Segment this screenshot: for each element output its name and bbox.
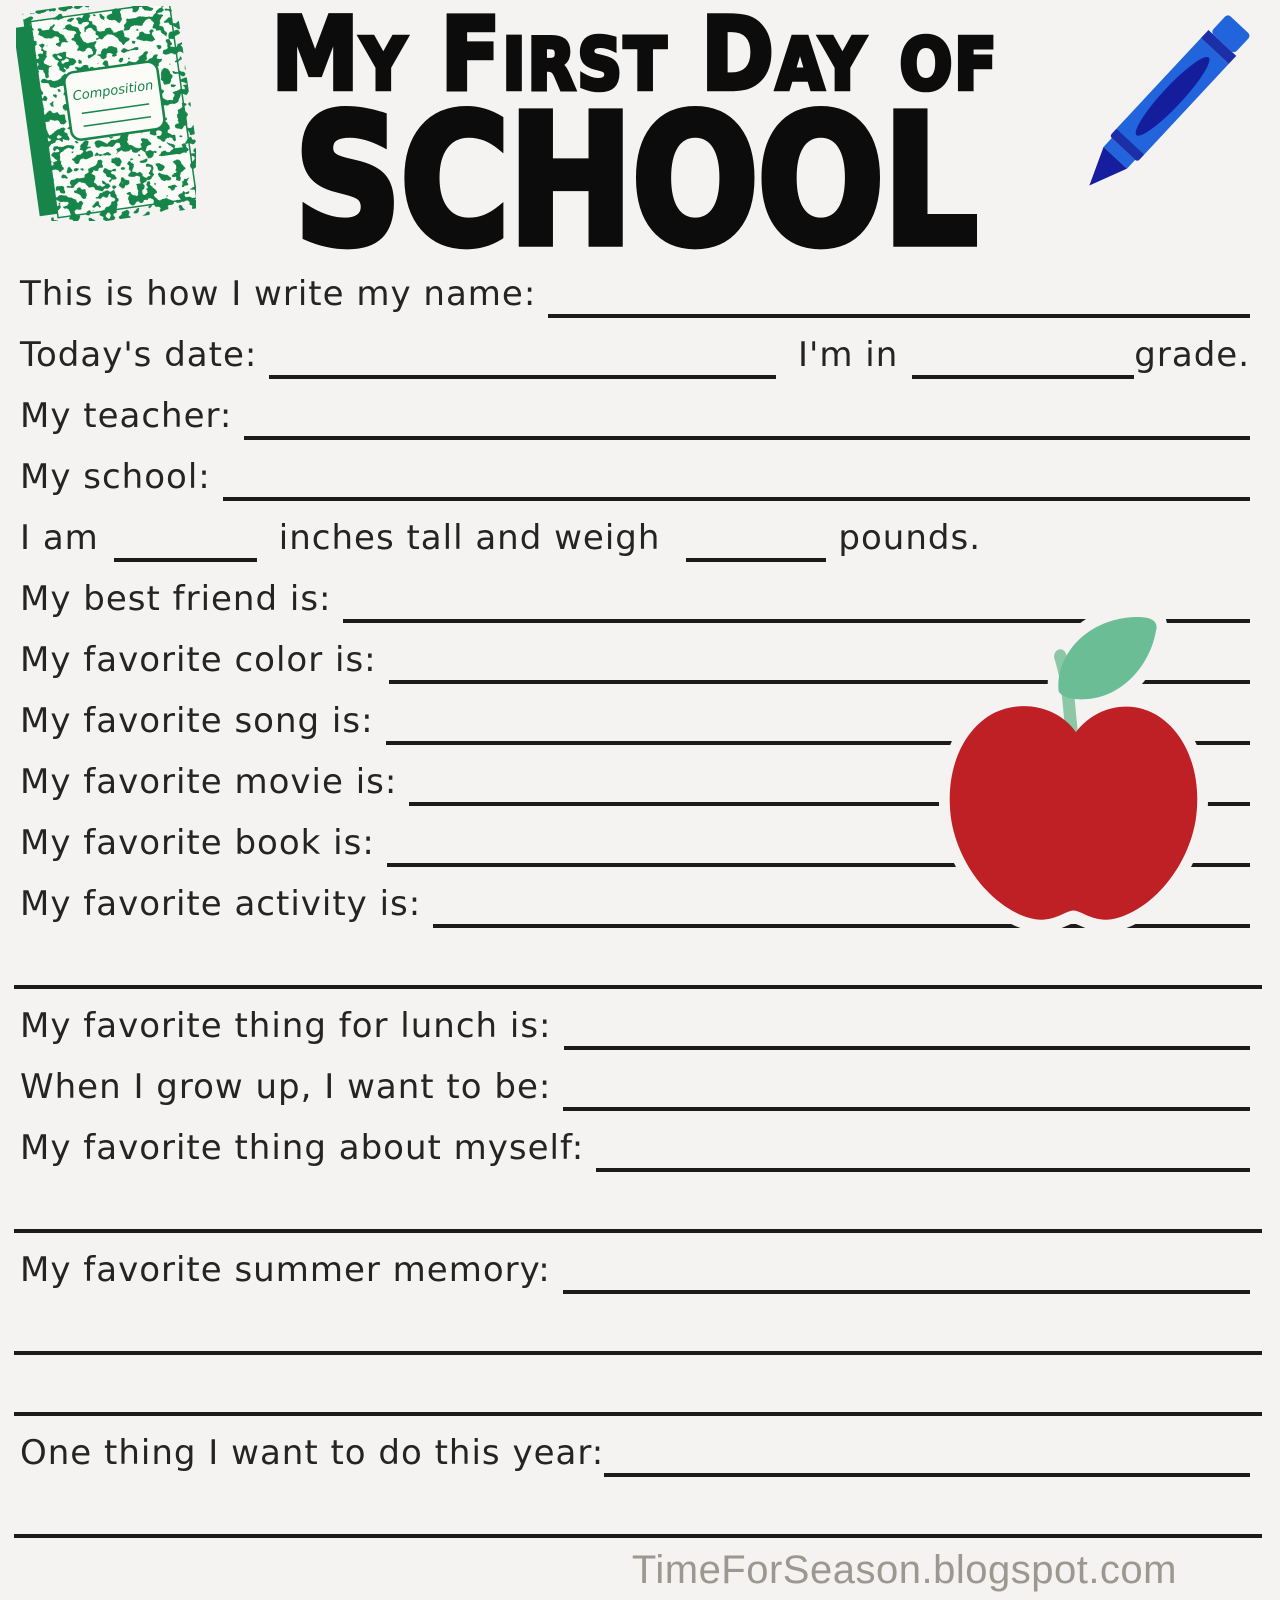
writing-line bbox=[14, 1477, 1262, 1538]
grade-suffix-text: grade. bbox=[1134, 335, 1250, 375]
name-prompt: This is how I write my name: bbox=[20, 274, 537, 314]
summer-memory-blank bbox=[563, 1233, 1250, 1294]
this-year-prompt: One thing I want to do this year: bbox=[20, 1433, 605, 1473]
activity-prompt: My favorite activity is: bbox=[20, 884, 422, 924]
row-date-grade bbox=[0, 318, 1280, 379]
writing-line bbox=[14, 1294, 1262, 1355]
about-myself-prompt: My favorite thing about myself: bbox=[20, 1128, 585, 1168]
row-name bbox=[0, 257, 1280, 318]
row-school bbox=[0, 440, 1280, 501]
book-prompt: My favorite book is: bbox=[20, 823, 375, 863]
page-title-line2: SCHOOL bbox=[293, 77, 977, 287]
svg-text:Composition: Composition bbox=[71, 78, 155, 105]
grow-up-prompt: When I grow up, I want to be: bbox=[20, 1067, 552, 1107]
composition-notebook-icon bbox=[16, 6, 196, 221]
writing-line bbox=[14, 1355, 1262, 1416]
teacher-prompt: My teacher: bbox=[20, 396, 233, 436]
row-lunch bbox=[0, 989, 1280, 1050]
date-blank bbox=[269, 318, 776, 379]
lunch-prompt: My favorite thing for lunch is: bbox=[20, 1006, 552, 1046]
about-myself-blank bbox=[596, 1111, 1250, 1172]
apple-icon bbox=[935, 608, 1207, 928]
color-prompt: My favorite color is: bbox=[20, 640, 377, 680]
writing-line bbox=[14, 1172, 1262, 1233]
school-prompt: My school: bbox=[20, 457, 211, 497]
movie-prompt: My favorite movie is: bbox=[20, 762, 398, 802]
height-prefix-text: I am bbox=[20, 518, 99, 558]
school-blank bbox=[223, 440, 1250, 501]
row-this-year bbox=[0, 1416, 1280, 1477]
header bbox=[0, 0, 1280, 287]
grade-blank bbox=[912, 318, 1134, 379]
lunch-blank bbox=[564, 989, 1250, 1050]
watermark: TimeForSeason.blogspot.com bbox=[631, 1548, 1177, 1592]
this-year-blank bbox=[604, 1416, 1250, 1477]
summer-memory-prompt: My favorite summer memory: bbox=[20, 1250, 551, 1290]
blue-crayon-icon bbox=[1050, 5, 1280, 220]
height-suffix-text: pounds. bbox=[838, 518, 982, 558]
row-grow-up bbox=[0, 1050, 1280, 1111]
row-height-weight bbox=[0, 501, 1280, 562]
height-mid-text: inches tall and weigh bbox=[278, 518, 661, 558]
writing-line bbox=[14, 928, 1262, 989]
grade-mid-text: I'm in bbox=[798, 335, 899, 375]
row-about-myself bbox=[0, 1111, 1280, 1172]
apple-body bbox=[950, 706, 1198, 920]
weight-blank bbox=[686, 501, 826, 562]
name-blank bbox=[548, 257, 1250, 318]
teacher-blank bbox=[244, 379, 1250, 440]
song-prompt: My favorite song is: bbox=[20, 701, 374, 741]
row-teacher bbox=[0, 379, 1280, 440]
height-blank bbox=[114, 501, 257, 562]
notebook-label bbox=[63, 61, 166, 141]
page-title-line1: My First Day of bbox=[271, 0, 999, 114]
row-summer-memory bbox=[0, 1233, 1280, 1294]
best-friend-prompt: My best friend is: bbox=[20, 579, 332, 619]
date-prompt: Today's date: bbox=[20, 335, 258, 375]
grow-up-blank bbox=[563, 1050, 1250, 1111]
